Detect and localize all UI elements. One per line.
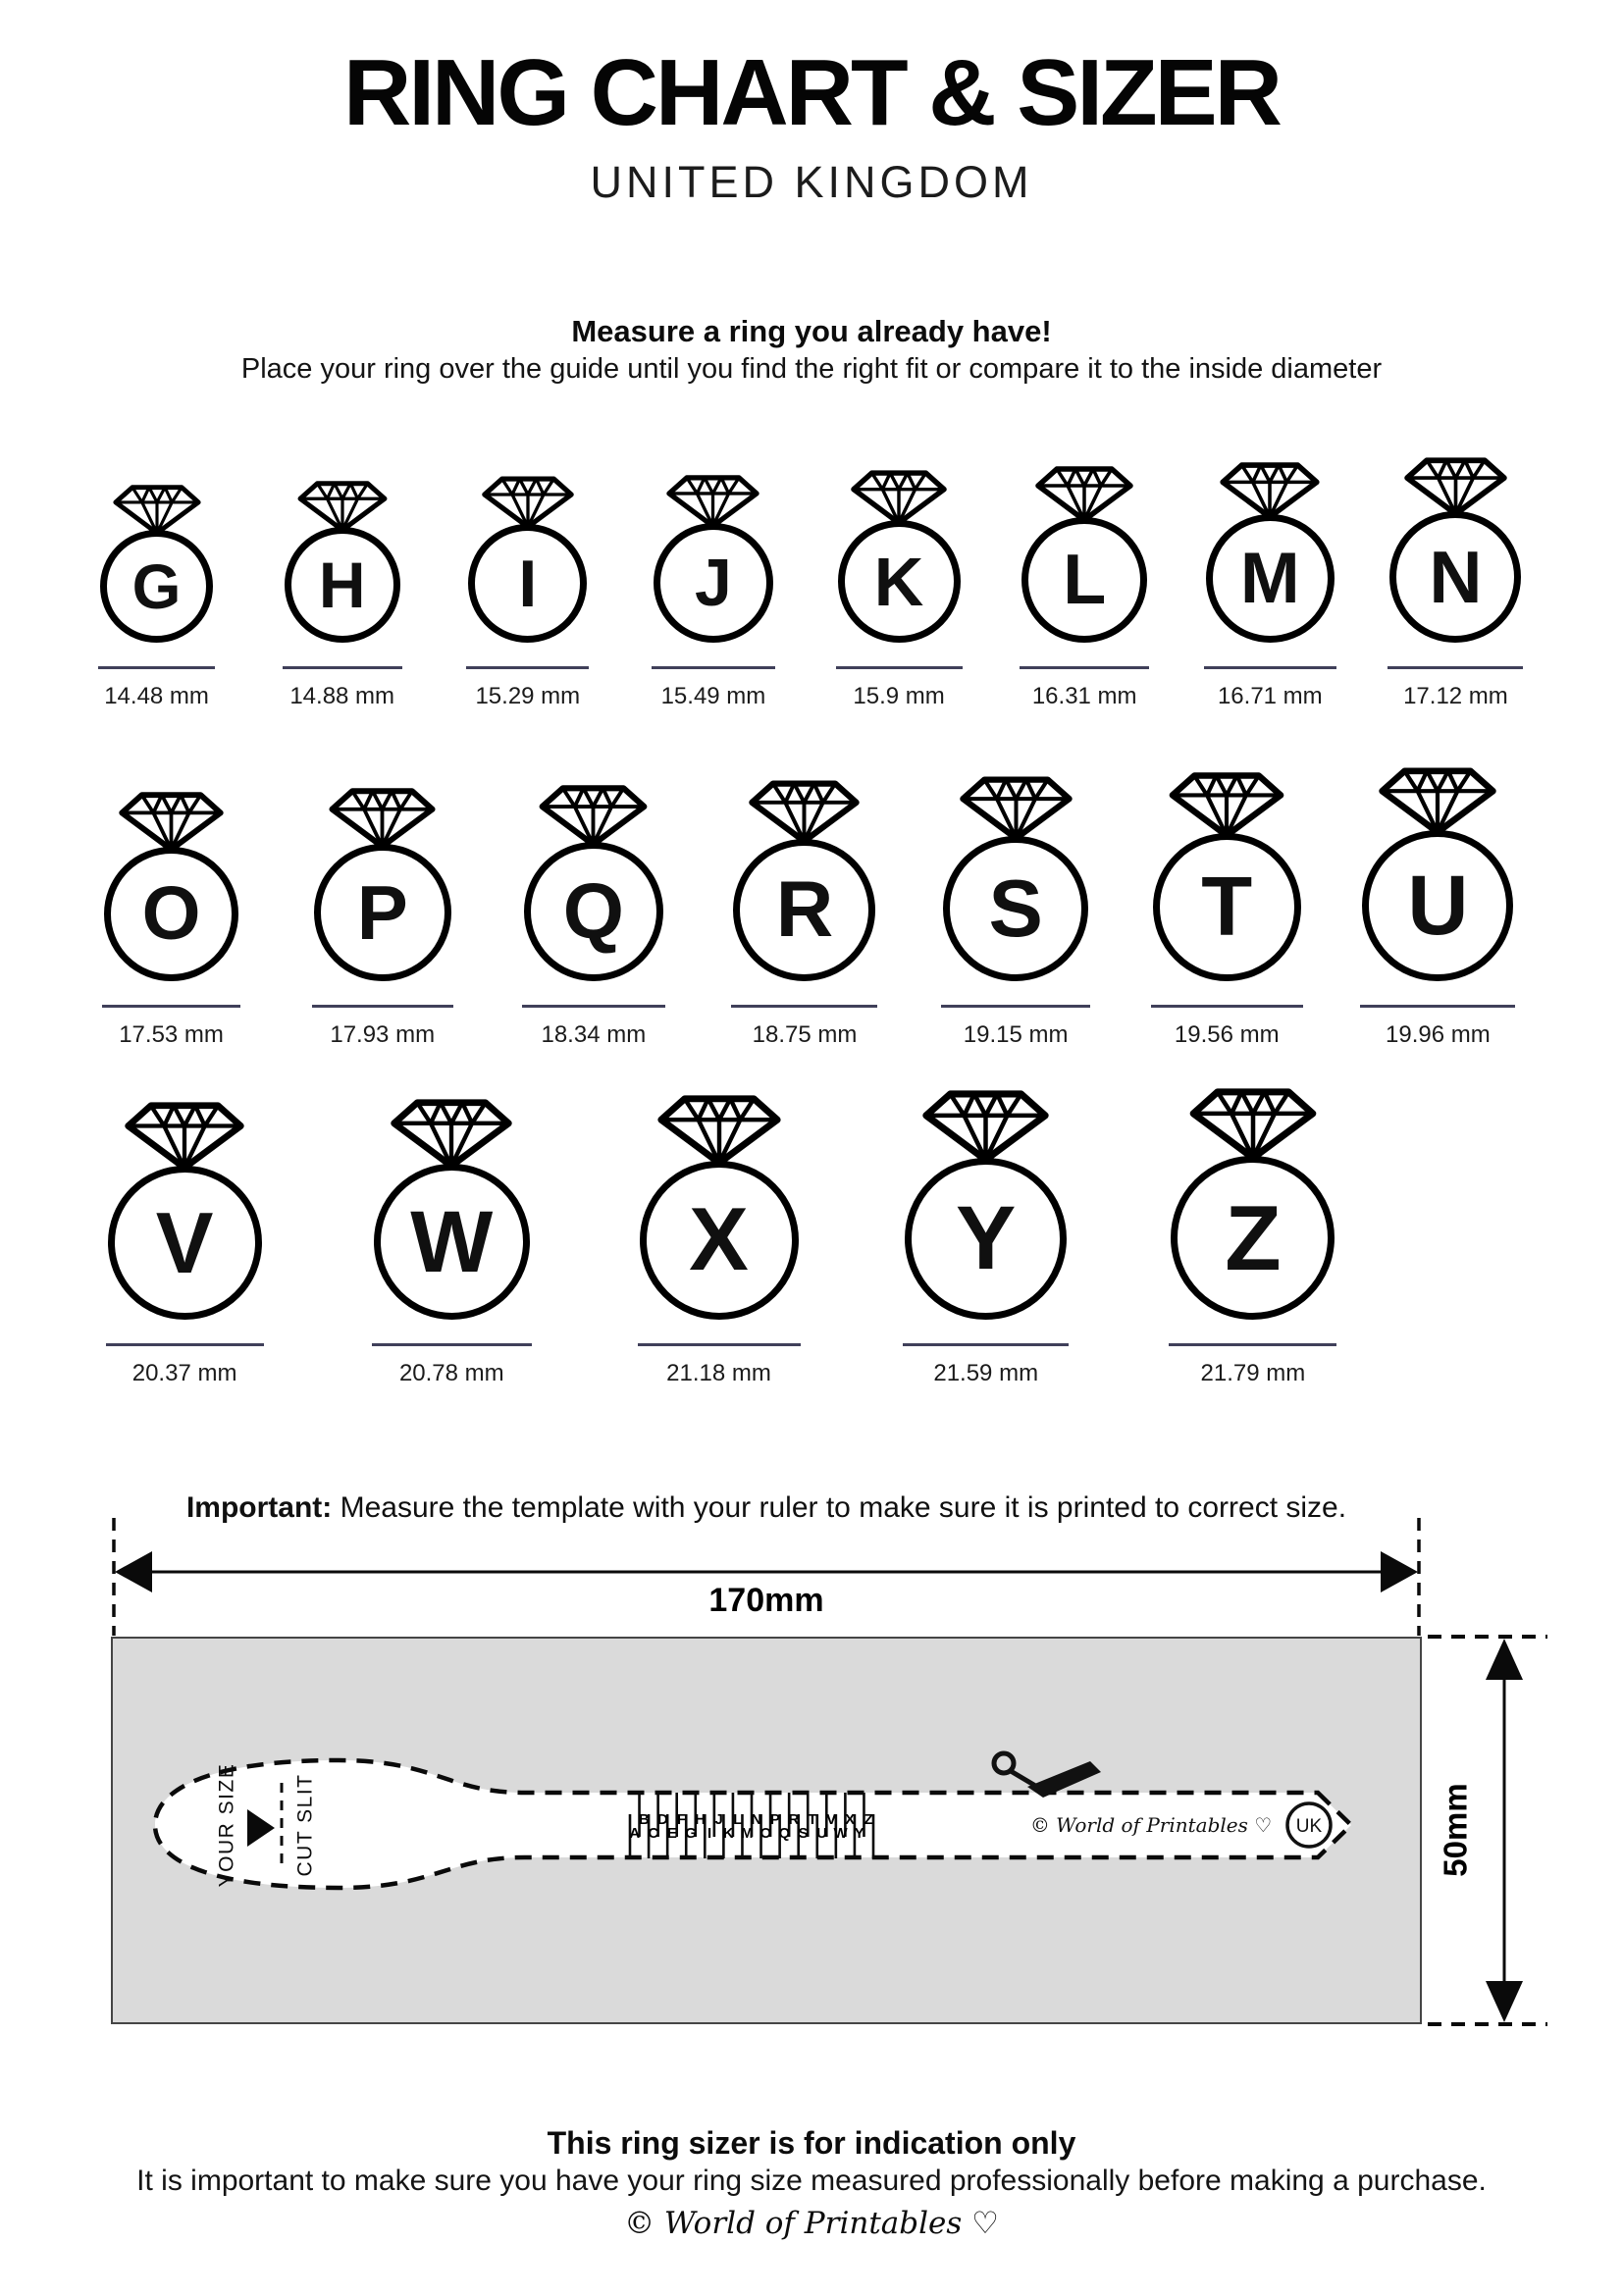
ring-letter: Q: [562, 867, 624, 955]
height-arrow-label: 50mm: [1437, 1783, 1474, 1877]
footer-heading: This ring sizer is for indication only: [547, 2125, 1076, 2161]
ruler-letter: C: [648, 1825, 659, 1842]
uk-badge-label: UK: [1295, 1816, 1323, 1837]
ring-cell-z: [1120, 1088, 1387, 1387]
ring-underline: [1387, 666, 1523, 669]
ring-letter: G: [131, 550, 182, 622]
cut-slit-label: CUT SLIT: [293, 1773, 317, 1877]
intro-heading: Measure a ring you already have!: [571, 314, 1052, 348]
ring-band: [1206, 514, 1335, 643]
ring-cell-j: [620, 475, 806, 710]
height-arrow-top-head-icon: [1486, 1639, 1523, 1680]
ruler-letter: R: [788, 1811, 800, 1828]
ring-letter: R: [775, 865, 834, 954]
diamond-icon: [1220, 462, 1320, 520]
ring-band: [733, 839, 875, 981]
ring-cell-u: [1333, 767, 1544, 1049]
ring-band: [108, 1166, 262, 1320]
ring-band: [1021, 517, 1147, 643]
ruler-letter: M: [740, 1825, 754, 1842]
ring-band: [838, 520, 961, 643]
page-title: RING CHART & SIZER: [343, 40, 1280, 145]
ruler-letter: E: [666, 1825, 677, 1842]
ring-letter: W: [410, 1192, 494, 1290]
diamond-icon: [922, 1090, 1049, 1164]
ring-letter: L: [1063, 541, 1107, 619]
diamond-icon: [329, 788, 436, 850]
width-arrow-label: 170mm: [708, 1582, 824, 1619]
ring-cell-i: [435, 476, 620, 710]
diamond-icon: [1189, 1088, 1317, 1162]
ring-letter: J: [695, 546, 732, 620]
ruler-letter: L: [733, 1811, 743, 1828]
ring-size-label: 17.93 mm: [330, 1021, 436, 1048]
ring-underline: [1151, 1005, 1303, 1008]
ruler-letter: K: [722, 1825, 734, 1842]
ring-underline: [1360, 1005, 1515, 1008]
ruler-letter: I: [707, 1825, 712, 1842]
ring-band: [943, 836, 1088, 981]
ruler-letter: B: [638, 1811, 650, 1828]
ring-band: [374, 1164, 530, 1320]
ring-cell-v: [51, 1102, 318, 1387]
ring-letter: H: [318, 548, 366, 621]
diamond-icon: [1035, 466, 1133, 523]
ring-underline: [638, 1343, 801, 1346]
ring-underline: [106, 1343, 264, 1346]
ruler-letter: Z: [864, 1811, 873, 1828]
ring-size-label: 18.34 mm: [541, 1021, 647, 1048]
ring-size-label: 19.56 mm: [1174, 1021, 1280, 1048]
ring-size-label: 18.75 mm: [752, 1021, 858, 1048]
ring-letter: O: [141, 871, 201, 956]
ring-band: [1362, 830, 1513, 981]
ruler-letter: Y: [854, 1825, 864, 1842]
ring-band: [468, 524, 587, 643]
ring-underline: [98, 666, 215, 669]
ruler-letter: F: [676, 1811, 687, 1828]
ring-row-3: [51, 1132, 1387, 1387]
ring-cell-o: [66, 792, 277, 1049]
ring-underline: [941, 1005, 1090, 1008]
ring-underline: [283, 666, 402, 669]
your-size-label: YOUR SIZE: [215, 1762, 238, 1888]
ring-band: [314, 844, 451, 981]
ruler-letter: A: [629, 1825, 641, 1842]
diamond-icon: [960, 776, 1073, 842]
diamond-icon: [539, 785, 648, 848]
diamond-icon: [851, 470, 947, 526]
scissors-icon: [994, 1753, 1101, 1798]
ring-size-label: 21.79 mm: [1200, 1360, 1306, 1386]
ring-size-label: 15.49 mm: [660, 683, 766, 709]
ring-cell-h: [249, 481, 435, 710]
ruler-letter: P: [769, 1811, 780, 1828]
ring-band: [905, 1158, 1067, 1320]
ring-size-label: 19.96 mm: [1386, 1021, 1491, 1048]
ruler-letter: H: [695, 1811, 706, 1828]
ring-underline: [522, 1005, 665, 1008]
ruler-letter: G: [685, 1825, 697, 1842]
intro-body: Place your ring over the guide until you find the right fit or compare it to the inside diameter: [240, 353, 1383, 385]
ring-size-label: 14.48 mm: [104, 683, 209, 709]
ring-cell-t: [1122, 772, 1333, 1049]
ring-underline: [466, 666, 589, 669]
diamond-icon: [1379, 767, 1496, 836]
ring-letter: T: [1201, 860, 1253, 954]
diamond-icon: [125, 1102, 244, 1172]
height-arrow-bottom-head-icon: [1486, 1981, 1523, 2022]
diamond-icon: [657, 1095, 781, 1167]
page-subtitle: UNITED KINGDOM: [590, 157, 1033, 207]
ring-letter: M: [1239, 539, 1300, 618]
ring-letter: P: [356, 868, 408, 956]
ring-letter: S: [988, 862, 1043, 954]
ruler-letter: O: [759, 1825, 772, 1842]
diamond-icon: [749, 780, 860, 845]
ring-band: [640, 1161, 799, 1320]
diamond-icon: [391, 1099, 512, 1170]
ring-cell-m: [1178, 462, 1363, 710]
diamond-icon: [482, 476, 574, 530]
ring-letter: K: [873, 543, 924, 620]
ring-underline: [836, 666, 963, 669]
ring-letter: Z: [1225, 1185, 1282, 1289]
ruler-letter: U: [816, 1825, 827, 1842]
ring-underline: [652, 666, 775, 669]
ring-letter: V: [155, 1193, 214, 1291]
ring-cell-g: [64, 485, 249, 710]
ring-size-label: 15.9 mm: [853, 683, 945, 709]
ring-underline: [102, 1005, 240, 1008]
sizer-brand: © World of Printables ♡: [1029, 1813, 1273, 1837]
ring-size-label: 16.31 mm: [1031, 683, 1137, 709]
ring-letter: I: [518, 546, 538, 621]
footer-body: It is important to make sure you have your ring size measured professionally before making a purchase.: [136, 2165, 1487, 2197]
ring-cell-w: [318, 1099, 585, 1387]
ring-band: [285, 527, 400, 643]
ring-cell-n: [1363, 457, 1548, 710]
print-size-note-label: Important:: [185, 1491, 333, 1524]
ruler-letter: D: [656, 1811, 668, 1828]
ring-cell-x: [585, 1095, 852, 1387]
diamond-icon: [1404, 457, 1507, 517]
diamond-icon: [1169, 772, 1284, 839]
ring-cell-k: [807, 470, 992, 710]
print-size-note-text: Measure the template with your ruler to make sure it is printed to correct size.: [340, 1491, 1347, 1524]
ring-underline: [372, 1343, 532, 1346]
footer-brand: © World of Printables ♡: [624, 2206, 999, 2241]
ring-cell-r: [699, 780, 910, 1049]
ring-cell-y: [853, 1090, 1120, 1387]
ring-underline: [731, 1005, 877, 1008]
height-arrow: [1422, 1629, 1589, 2033]
ruler-letter: Q: [778, 1825, 791, 1842]
sizer-template-box: [111, 1637, 1422, 2024]
ring-cell-q: [488, 785, 699, 1049]
ring-letter: N: [1429, 536, 1483, 618]
ruler-letter: J: [714, 1811, 723, 1828]
ring-underline: [1169, 1343, 1336, 1346]
ruler-letter: S: [798, 1825, 809, 1842]
ring-letter: U: [1407, 858, 1469, 953]
diamond-icon: [119, 792, 224, 853]
ring-size-label: 21.59 mm: [933, 1360, 1039, 1386]
ring-underline: [1020, 666, 1149, 669]
ring-letter: X: [689, 1190, 749, 1289]
ring-size-label: 21.18 mm: [666, 1360, 771, 1386]
ring-band: [1389, 511, 1521, 643]
ring-size-label: 16.71 mm: [1217, 683, 1323, 709]
ring-size-label: 19.15 mm: [963, 1021, 1069, 1048]
ring-band: [1153, 833, 1301, 981]
ring-size-label: 17.12 mm: [1403, 683, 1508, 709]
ring-band: [1171, 1156, 1335, 1320]
ring-cell-l: [992, 466, 1178, 710]
diamond-icon: [297, 481, 388, 533]
ring-cell-p: [277, 788, 488, 1049]
ruler-letter: T: [808, 1811, 817, 1828]
ring-band: [100, 530, 213, 643]
ring-underline: [312, 1005, 453, 1008]
ring-cell-s: [911, 776, 1122, 1049]
ring-underline: [903, 1343, 1069, 1346]
ring-letter: Y: [956, 1188, 1017, 1288]
ring-size-label: 14.88 mm: [289, 683, 395, 709]
ring-size-label: 20.37 mm: [131, 1360, 237, 1386]
ring-row-2: [66, 794, 1544, 1049]
ring-band: [104, 847, 238, 981]
ruler-letter: W: [833, 1825, 848, 1842]
diamond-icon: [666, 475, 759, 529]
ring-size-label: 17.53 mm: [119, 1021, 224, 1048]
ring-size-label: 20.78 mm: [398, 1360, 504, 1386]
ring-size-label: 15.29 mm: [475, 683, 581, 709]
ruler-letter: N: [751, 1811, 762, 1828]
ring-band: [524, 842, 663, 981]
ruler-letter: V: [826, 1811, 837, 1828]
ring-row-1: [64, 455, 1548, 710]
ring-band: [654, 523, 773, 643]
diamond-icon: [113, 485, 201, 536]
ruler-letter: X: [845, 1811, 856, 1828]
ring-underline: [1204, 666, 1336, 669]
